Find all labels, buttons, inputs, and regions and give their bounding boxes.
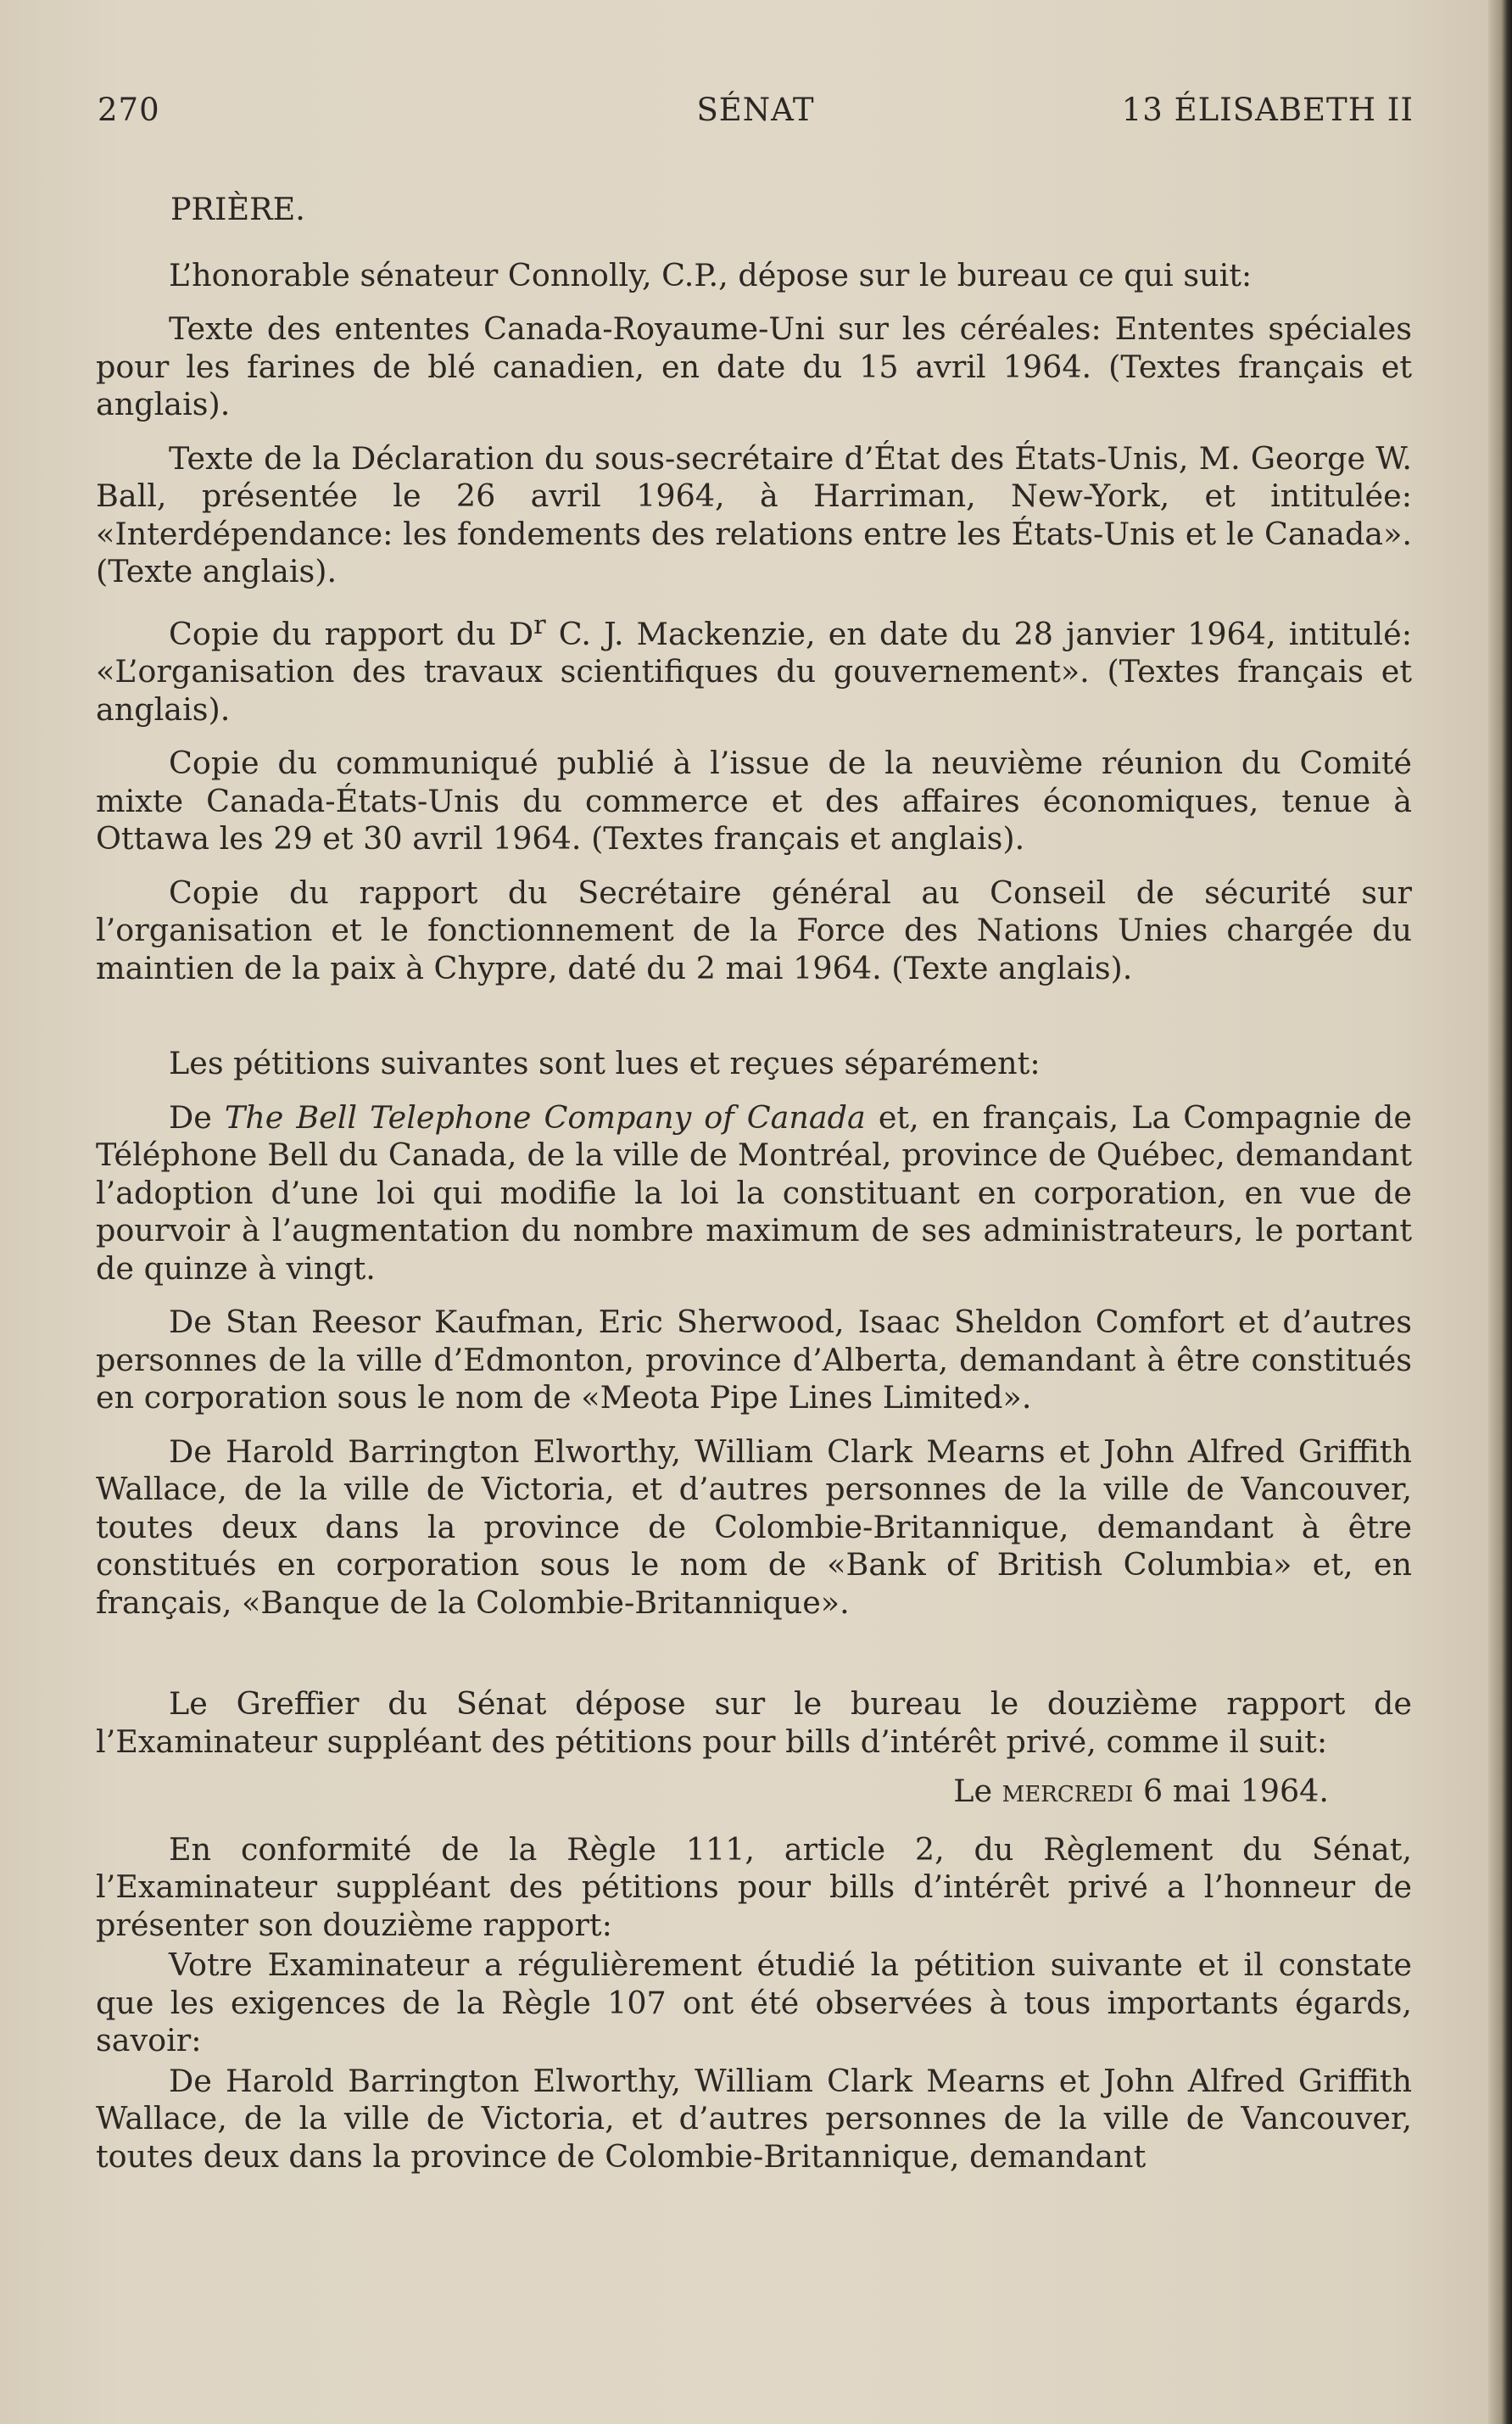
paragraph: Texte des ententes Canada-Royaume-Uni sur les céréales: Ententes spéciales pour les farines de blé canadien, en date du 15 avril 1964. (Textes français et anglais). bbox=[96, 310, 1412, 422]
header-right-title: 13 ÉLISABETH II bbox=[1121, 92, 1414, 128]
section-heading: PRIÈRE. bbox=[170, 191, 305, 227]
text-run: 6 mai 1964. bbox=[1133, 1773, 1329, 1810]
text-run: De bbox=[169, 1098, 225, 1136]
paragraph: Les pétitions suivantes sont lues et reçues séparément: bbox=[169, 1045, 1041, 1082]
page-edge-shadow bbox=[1488, 0, 1512, 2424]
page-number: 270 bbox=[98, 92, 160, 128]
paragraph: L’honorable sénateur Connolly, C.P., dépose sur le bureau ce qui suit: bbox=[169, 256, 1253, 293]
text-run: C. J. Mackenzie, en date du 28 janvier 1964, intitulé: «L’organisation des travaux scientifiques du gouvernement». (Textes français et anglais). bbox=[96, 615, 1412, 728]
text-run: Le bbox=[953, 1773, 1002, 1810]
running-header bbox=[98, 92, 1414, 134]
paragraph: De Stan Reesor Kaufman, Eric Sherwood, Isaac Sheldon Comfort et d’autres personnes de la ville d’Edmonton, province d’Alberta, demandant à être constitués en corporation sous le nom de «Meota Pipe Lines Limited». bbox=[96, 1304, 1412, 1416]
paragraph: De Harold Barrington Elworthy, William Clark Mearns et John Alfred Griffith Wallace, de la ville de Victoria, et d’autres personnes de la ville de Vancouver, toutes deux dans la province de Colombie-Britannique, demandant bbox=[96, 2062, 1412, 2175]
superscript: r bbox=[533, 610, 546, 640]
text-run: Copie du rapport du D bbox=[169, 615, 534, 652]
paragraph: Copie du communiqué publié à l’issue de la neuvième réunion du Comité mixte Canada-États-Unis du commerce et des affaires économiques, tenue à Ottawa les 29 et 30 avril 1964. (Textes français et anglais). bbox=[96, 745, 1412, 857]
paragraph bbox=[96, 1099, 1412, 1288]
weekday-small-caps: mercredi bbox=[1001, 1773, 1134, 1810]
paragraph: En conformité de la Règle 111, article 2, du Règlement du Sénat, l’Examinateur suppléant des pétitions pour bills d’intérêt privé a l’honneur de présenter son douzième rapport: bbox=[96, 1830, 1412, 1943]
report-date bbox=[96, 1773, 1412, 1811]
paragraph: Texte de la Déclaration du sous-secrétaire d’État des États-Unis, M. George W. Ball, présentée le 26 avril 1964, à Harriman, New-York, et intitulée: «Interdépendance: les fondements des relations entre les États-Unis et le Canada». (Texte anglais). bbox=[96, 439, 1412, 589]
company-name-italic: The Bell Telephone Company of Canada bbox=[224, 1098, 866, 1136]
header-center-title: SÉNAT bbox=[696, 92, 815, 128]
paragraph: Votre Examinateur a régulièrement étudié la pétition suivante et il constate que les exigences de la Règle 107 ont été observées à tous importants égards, savoir: bbox=[96, 1946, 1412, 2059]
paragraph: De Harold Barrington Elworthy, William Clark Mearns et John Alfred Griffith Wallace, de la ville de Victoria, et d’autres personnes de la ville de Vancouver, toutes deux dans la province de Colombie-Britannique, demandant à être constitués en corporation sous le nom de «Bank of British Columbia» et, en français, «Banque de la Colombie-Britannique». bbox=[96, 1433, 1412, 1621]
paragraph bbox=[96, 607, 1412, 729]
paragraph: Copie du rapport du Secrétaire général au Conseil de sécurité sur l’organisation et le fonctionnement de la Force des Nations Unies chargée du maintien de la paix à Chypre, daté du 2 mai 1964. (Texte anglais). bbox=[96, 874, 1412, 986]
paragraph: Le Greffier du Sénat dépose sur le bureau le douzième rapport de l’Examinateur suppléant des pétitions pour bills d’intérêt privé, comme il suit: bbox=[96, 1685, 1412, 1760]
page-body bbox=[96, 191, 1412, 2175]
text-run: et, en français, La Compagnie de Téléphone Bell du Canada, de la ville de Montréal, province de Québec, demandant l’adoption d’une loi qui modifie la loi la constituant en corporation, en vue de pourvoir à l’augmentation du nombre maximum de ses administrateurs, le portant de quinze à vingt. bbox=[96, 1098, 1413, 1287]
